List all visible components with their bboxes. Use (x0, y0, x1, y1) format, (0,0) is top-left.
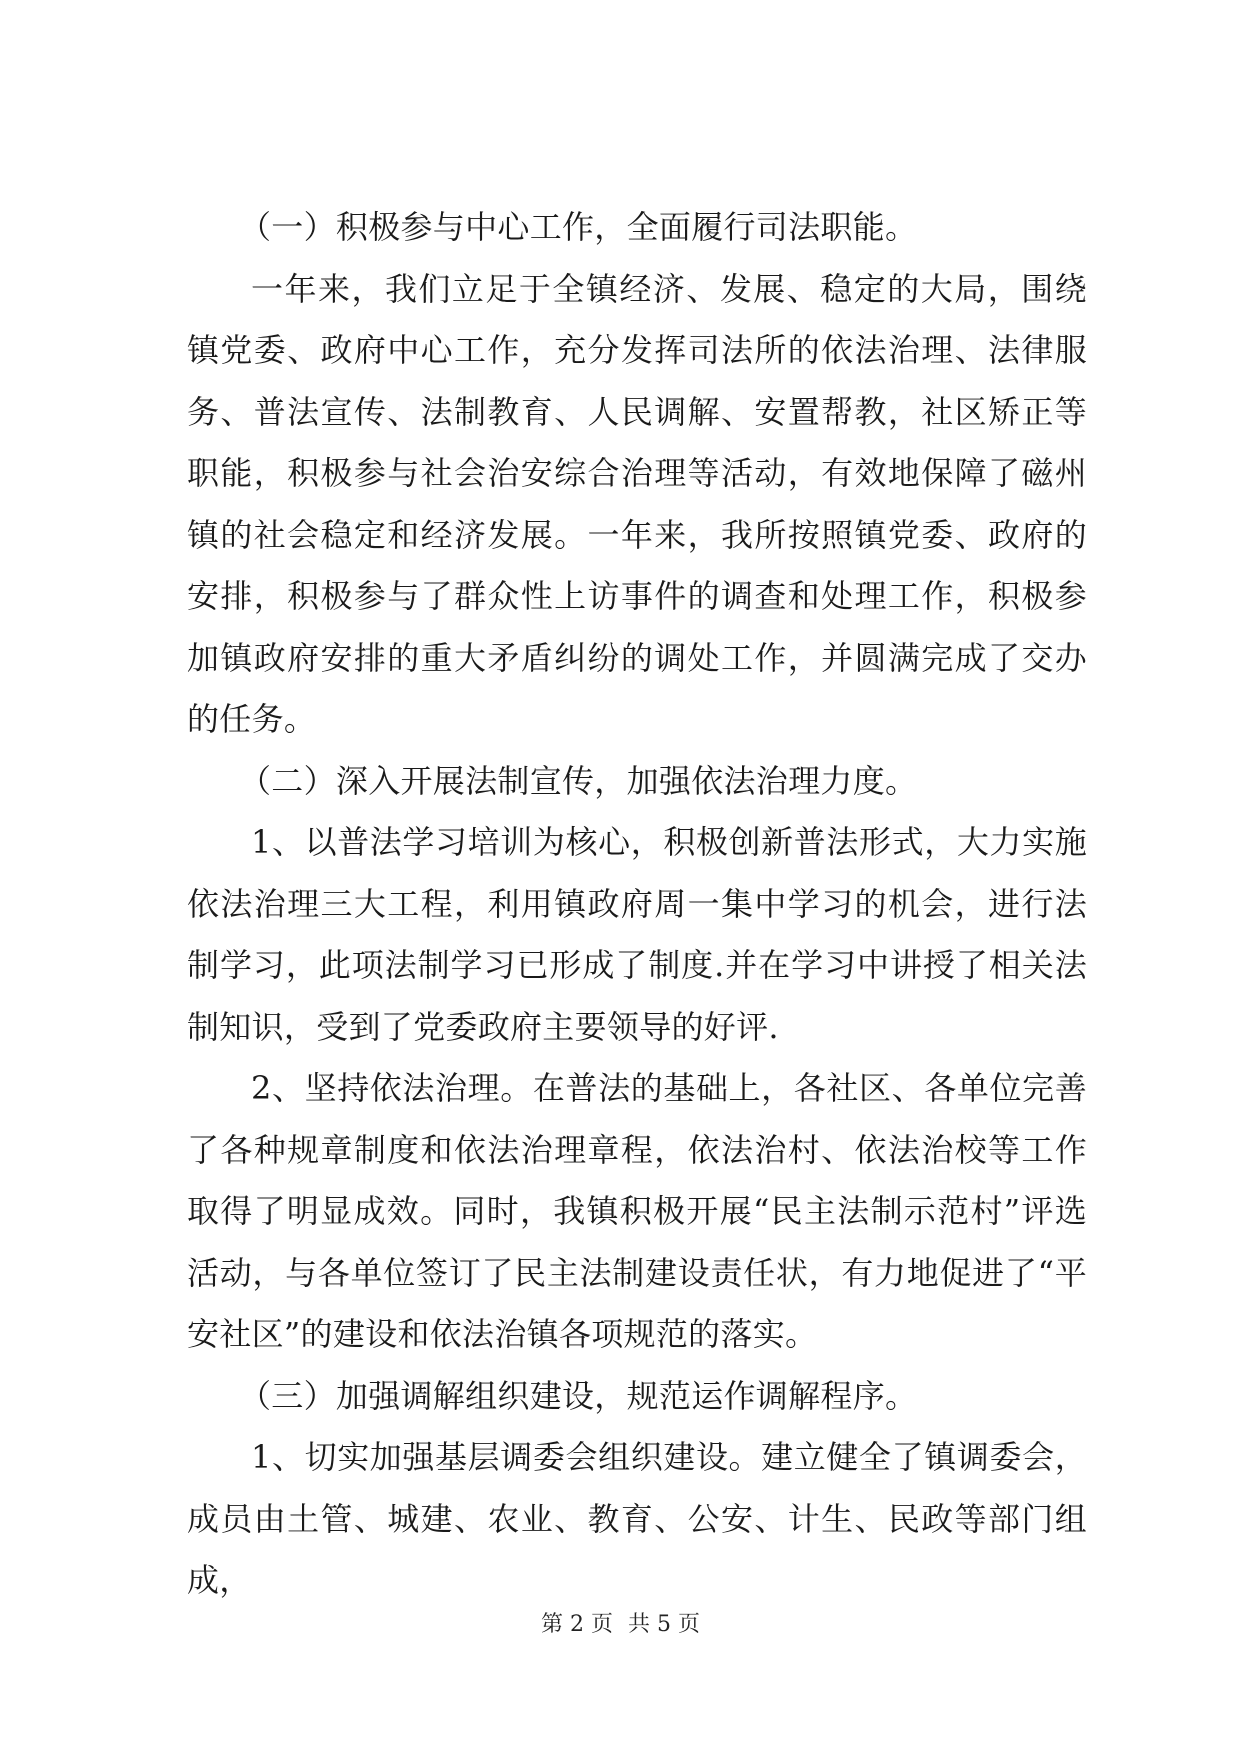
page-number: 第 2 页 (541, 1612, 613, 1637)
section-heading-1: （一）积极参与中心工作，全面履行司法职能。 (239, 208, 918, 246)
page-footer (0, 1610, 1241, 1640)
page-total: 共 5 页 (628, 1612, 700, 1637)
paragraph-3: 2、坚持依法治理。在普法的基础上，各社区、各单位完善了各种规章制度和依法治理章程，依法治村、依法治校等工作取得了明显成效。同时，我镇积极开展“民主法制示范村”评选活动，与各单位签订了民主法制建设责任状，有力地促进了“平安社区”的建设和依法治镇各项规范的落实。 (187, 1069, 1087, 1353)
paragraph-1: 一年来，我们立足于全镇经济、发展、稳定的大局，围绕镇党委、政府中心工作，充分发挥司法所的依法治理、法律服务、普法宣传、法制教育、人民调解、安置帮教，社区矫正等职能，积极参与社会治安综合治理等活动，有效地保障了磁州镇的社会稳定和经济发展。一年来，我所按照镇党委、政府的安排，积极参与了群众性上访事件的调查和处理工作，积极参加镇政府安排的重大矛盾纠纷的调处工作，并圆满完成了交办的任务。 (187, 269, 1087, 738)
paragraph-4: 1、切实加强基层调委会组织建设。建立健全了镇调委会，成员由土管、城建、农业、教育、公安、计生、民政等部门组成， (187, 1438, 1087, 1599)
section-heading-3: （三）加强调解组织建设，规范运作调解程序。 (239, 1376, 918, 1415)
paragraph-2: 1、以普法学习培训为核心，积极创新普法形式，大力实施依法治理三大工程，利用镇政府周一集中学习的机会，进行法制学习，此项法制学习已形成了制度.并在学习中讲授了相关法制知识，受到了党委政府主要领导的好评. (187, 823, 1087, 1046)
section-heading-2: （二）深入开展法制宣传，加强依法治理力度。 (239, 761, 918, 800)
document-body (187, 197, 1087, 1612)
